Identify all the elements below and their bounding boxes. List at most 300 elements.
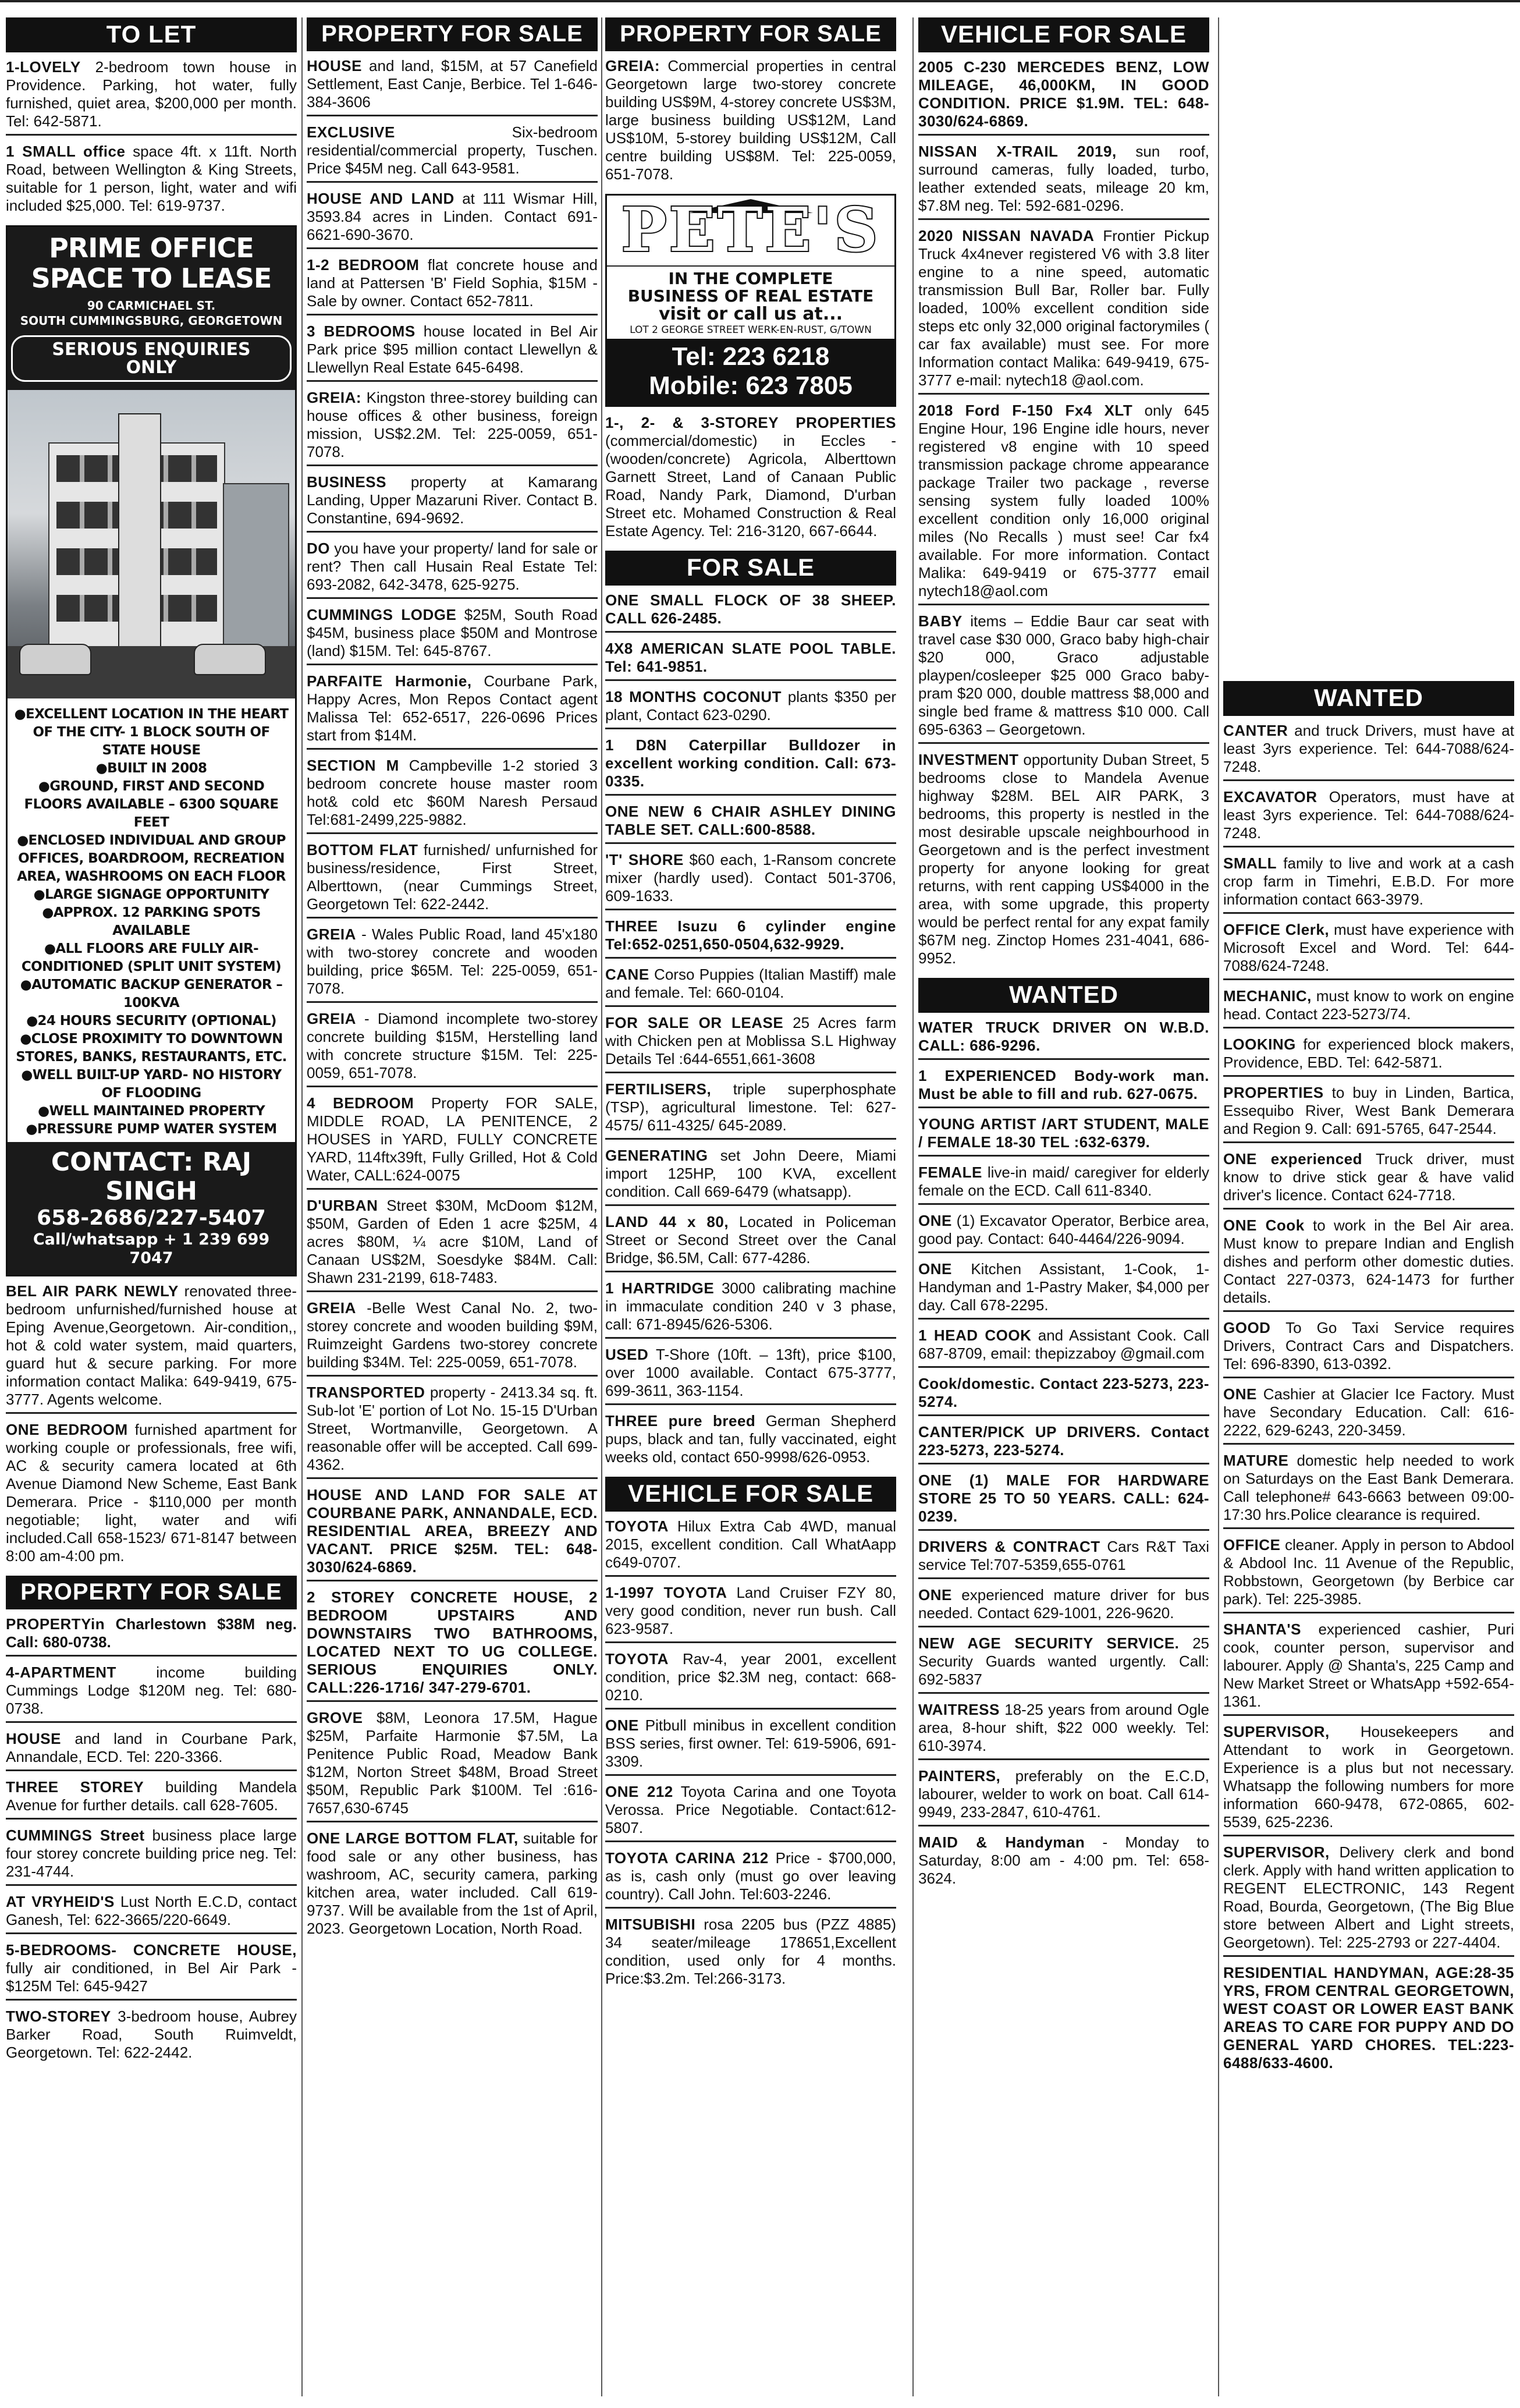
- classified-ad: [6, 58, 297, 136]
- ad-body: Property FOR SALE, MIDDLE ROAD, LA PENITENCE, 2 HOUSES in YARD, FULLY CONCRETE YARD, 114ftx39ft, Fully Grilled, Hot & Cold Water, CALL:624-0075: [307, 1094, 598, 1184]
- ad-lead: ONE LARGE BOTTOM FLAT,: [307, 1829, 518, 1847]
- ad-lead: TOYOTA CARINA 212: [605, 1849, 769, 1867]
- side-building-shape: [223, 483, 289, 654]
- feature-item: ● APPROX. 12 PARKING SPOTS AVAILABLE: [12, 904, 290, 940]
- classified-ad: [605, 414, 896, 544]
- classified-ad: [1223, 1723, 1514, 1836]
- ad-body: Truck driver, must know to drive stick gear & have valid driver's licence. Contact 624-7718.: [1223, 1150, 1514, 1204]
- section-heading-vehicle-for-sale: VEHICLE FOR SALE: [918, 17, 1209, 52]
- classified-ad: [918, 1067, 1209, 1108]
- classified-ad: [605, 1517, 896, 1577]
- classified-ad: [1223, 1620, 1514, 1716]
- ad-lead: CANTER/PICK UP DRIVERS. Contact 223-5273, 223-5274.: [918, 1423, 1209, 1459]
- ad-body: space 4ft. x 11ft. North Road, between Wellington & King Streets, suitable for 1 person, light, water and wifi included $25,000. Tel: 619-9737.: [6, 143, 297, 214]
- classified-ad: [918, 1767, 1209, 1827]
- classified-ad: [6, 1282, 297, 1414]
- ad-lead: LAND 44 x 80,: [605, 1213, 729, 1230]
- ad-body: Kingston three-storey building can house offices & other business, foreign mission, US$2.2M. Tel: 225-0059, 651-7078.: [307, 389, 598, 460]
- ad-body: $8M, Leonora 17.5M, Hague $25M, Parfaite Harmonie $7.5M, La Penitence Public Road, Meadow Bank $12M, Norton Street $48M, Broad Street $50M, Republic Park $100M. Tel :616-7657,630-6745: [307, 1709, 598, 1817]
- feature-item: ● ENCLOSED INDIVIDUAL AND GROUP OFFICES, BOARDROOM, RECREATION AREA, WASHROOMS ON EACH FLOOR: [12, 832, 290, 886]
- classified-ad: [1223, 1035, 1514, 1077]
- contact-name: CONTACT: RAJ SINGH: [51, 1147, 252, 1206]
- prime-office-ad: [6, 225, 297, 1276]
- ad-body: for experienced block makers, Providence, EBD. Tel: 642-5871.: [1223, 1035, 1514, 1071]
- classified-ad: [307, 841, 598, 918]
- classified-ad: [918, 1423, 1209, 1464]
- ad-lead: 1 HEAD COOK: [918, 1327, 1032, 1344]
- ad-lead: 1 EXPERIENCED Body-work man. Must be able to fill and rub. 627-0675.: [918, 1067, 1209, 1102]
- ad-body: (1) Excavator Operator, Berbice area, good pay. Contact: 640-4464/226-9094.: [918, 1212, 1209, 1247]
- classified-ad: [307, 925, 598, 1003]
- ad-lead: 1-LOVELY: [6, 58, 81, 76]
- prime-office-features: [8, 698, 295, 1142]
- classified-ad: [1223, 722, 1514, 781]
- section-heading-wanted: WANTED: [918, 978, 1209, 1013]
- ad-body: Delivery clerk and bond clerk. Apply with hand written application to REGENT ELECTRONIC, 143 Regent Road, Bourda, Georgetown, (The Big Blue store between Albert and Light streets, Georgetown). Tel: 225-2793 or 227-4404.: [1223, 1843, 1514, 1951]
- ad-body: German Shepherd pups, black and tan, fully vaccinated, eight weeks old, contact 650-9998/626-0953.: [605, 1412, 896, 1466]
- classified-ad: [6, 1941, 297, 2001]
- section-heading-property-for-sale: PROPERTY FOR SALE: [307, 17, 598, 51]
- petes-logo: [607, 196, 894, 267]
- ad-lead: GOOD: [1223, 1319, 1271, 1336]
- classified-ad: [605, 1147, 896, 1206]
- petes-tel: Tel: 223 6218: [672, 342, 830, 371]
- feature-item: ● CLOSE PROXIMITY TO DOWNTOWN STORES, BANKS, RESTAURANTS, ETC.: [12, 1030, 290, 1066]
- ad-lead: THREE STOREY: [6, 1778, 144, 1796]
- classified-ad: [307, 1094, 598, 1190]
- section-heading-property-for-sale: PROPERTY FOR SALE: [605, 17, 896, 51]
- ad-lead: TOYOTA: [605, 1517, 669, 1535]
- classified-ad: [605, 736, 896, 796]
- classified-ad: [605, 1584, 896, 1643]
- ad-lead: HOUSE AND LAND FOR SALE AT COURBANE PARK, ANNANDALE, ECD. RESIDENTIAL AREA, BREEZY AND VACANT. PRICE $25M. TEL: 648-3030/624-6869.: [307, 1486, 598, 1576]
- classified-ad: [605, 917, 896, 959]
- section-heading-property-for-sale: PROPERTY FOR SALE: [6, 1576, 297, 1609]
- ad-body: 25 Acres farm with Chicken pen at Moblissa S.L Highway Details Tel :644-6551,661-3608: [605, 1014, 896, 1068]
- ad-body: house located in Bel Air Park price $95 million contact Llewellyn & Llewellyn Real Estate 645-6498.: [307, 322, 598, 376]
- feature-item: ● AUTOMATIC BACKUP GENERATOR – 100KVA: [12, 976, 290, 1012]
- ads-to-let: [6, 58, 297, 218]
- classified-ad: [605, 1080, 896, 1140]
- ad-body: 2-bedroom town house in Providence. Parking, hot water, fully furnished, quiet area, $200,000 per month. Tel: 642-5871.: [6, 58, 297, 130]
- classified-ad: [307, 322, 598, 382]
- classified-ad: [6, 1778, 297, 1820]
- ad-lead: 3 BEDROOMS: [307, 322, 415, 340]
- classified-ad: [918, 1834, 1209, 1891]
- feature-item: ● PRESSURE PUMP WATER SYSTEM: [12, 1120, 290, 1139]
- column-5: [1223, 681, 1514, 2083]
- ad-lead: EXCLUSIVE: [307, 123, 395, 141]
- ad-lead: SUPERVISOR,: [1223, 1723, 1330, 1740]
- classified-ad: [918, 612, 1209, 744]
- ad-body: Corso Puppies (Italian Mastiff) male and female. Tel: 660-0104.: [605, 966, 896, 1001]
- ad-body: Land Cruiser FZY 80, very good condition, never run bush. Call 623-9587.: [605, 1584, 896, 1637]
- classified-ad: [918, 1701, 1209, 1760]
- ad-body: experienced mature driver for bus needed. Contact 629-1001, 226-9620.: [918, 1586, 1209, 1622]
- section-heading-for-sale: FOR SALE: [605, 551, 896, 586]
- ad-body: opportunity Duban Street, 5 bedrooms close to Mandela Avenue highway $28M. BEL AIR PARK, 3 bedrooms, this property is nestled in the most desirable upscale neighbourhood in Georgetown and is the perfect investment property for anyone looking for great returns, with rent capping US$4000 in the area, with some upgrade, this property would be perfect rental for any expat family $67M neg. Zinctop Homes 231-4041, 686-9952.: [918, 751, 1209, 967]
- classified-ad: [6, 1421, 297, 1569]
- feature-item: ● 24 HOURS SECURITY (OPTIONAL): [12, 1012, 290, 1030]
- ad-lead: ONE (1) MALE FOR HARDWARE STORE 25 TO 50 YEARS. CALL: 624-0239.: [918, 1471, 1209, 1525]
- classified-ad: [1223, 1843, 1514, 1957]
- feature-item: ● WELL BUILT-UP YARD- NO HISTORY OF FLOODING: [12, 1066, 290, 1102]
- ad-body: experienced cashier, Puri cook, counter person, supervisor and labourer. Apply @ Shanta's, 225 Camp and New Market Street or WhatsApp +592-654-1361.: [1223, 1620, 1514, 1710]
- ad-body: cleaner. Apply in person to Abdool & Abdool Inc. 11 Avenue of the Republic, Robbstown, Georgetown (by Berbice car park). Tel: 225-3985.: [1223, 1536, 1514, 1608]
- ad-lead: HOUSE: [6, 1730, 61, 1747]
- classified-ad: [307, 389, 598, 466]
- ad-body: flat concrete house and land at Pattersen 'B' Field Sophia, $15M - Sale by owner. Contact 652-7811.: [307, 256, 598, 310]
- classified-ad: [1223, 987, 1514, 1029]
- ad-lead: BEL AIR PARK NEWLY: [6, 1282, 179, 1300]
- ad-body: Cashier at Glacier Ice Factory. Must have Secondary Education. Call: 616-2222, 629-6243, 220-3459.: [1223, 1385, 1514, 1439]
- column-divider: [601, 17, 602, 2396]
- ads-property-for-sale: [307, 57, 598, 1941]
- ad-body: and land in Courbane Park, Annandale, ECD. Tel: 220-3366.: [6, 1730, 297, 1765]
- ad-lead: CANTER: [1223, 722, 1288, 739]
- ad-lead: TWO-STOREY: [6, 2008, 111, 2025]
- ad-body: at 111 Wismar Hill, 3593.84 acres in Linden. Contact 691-6621-690-3670.: [307, 190, 598, 243]
- ad-lead: GREIA:: [605, 57, 660, 75]
- ad-lead: SECTION M: [307, 757, 399, 774]
- ad-lead: 1-2 BEDROOM: [307, 256, 420, 274]
- ad-body: income building Cummings Lodge $120M neg. Tel: 680-0738.: [6, 1664, 297, 1717]
- petes-line-2: BUSINESS OF REAL ESTATE: [627, 286, 874, 306]
- ad-body: Charlestown $38M neg. Call: 680-0738.: [6, 1615, 297, 1651]
- ad-body: Lust North E.C.D, contact Ganesh, Tel: 622-3665/220-6649.: [6, 1893, 297, 1928]
- column-4: [918, 17, 1209, 1898]
- ad-lead: SHANTA'S: [1223, 1620, 1301, 1638]
- classified-ad: [605, 966, 896, 1007]
- feature-item: ● LARGE SIGNAGE OPPORTUNITY: [12, 886, 290, 904]
- car-shape: [194, 644, 266, 675]
- ad-body: you have your property/ land for sale or rent? Then call Husain Real Estate Tel: 693-2082, 642-3478, 625-9275.: [307, 540, 598, 593]
- ads-property-for-sale: [605, 57, 896, 187]
- ad-lead: SMALL: [1223, 854, 1277, 872]
- classified-ad: [918, 1538, 1209, 1579]
- ad-lead: CANE: [605, 966, 649, 983]
- classified-ad: [1223, 854, 1514, 914]
- ads-property-for-sale: [6, 1615, 297, 2065]
- ad-body: fully air conditioned, in Bel Air Park - $125M Tel: 645-9427: [6, 1959, 297, 1995]
- ad-lead: ONE SMALL FLOCK OF 38 SHEEP. CALL 626-2485.: [605, 591, 896, 627]
- ad-body: Courbane Park, Happy Acres, Mon Repos Contact agent Malissa Tel: 652-6517, 226-0696 Prices start from $14M.: [307, 672, 598, 744]
- ad-lead: GREIA: [307, 1299, 356, 1317]
- classified-ad: [605, 640, 896, 681]
- classified-ad: [6, 1893, 297, 1934]
- ad-lead: ONE: [918, 1586, 952, 1604]
- classified-ad: [605, 57, 896, 187]
- classified-ad: [1223, 1217, 1514, 1312]
- ad-lead: 1-, 2- & 3-STOREY PROPERTIES: [605, 414, 896, 431]
- classified-ad: [307, 1197, 598, 1292]
- ad-lead: ONE: [918, 1260, 952, 1278]
- ad-lead: 2018 Ford F-150 Fx4 XLT: [918, 402, 1133, 419]
- classified-ad: [307, 672, 598, 750]
- ad-lead: 1-1997 TOYOTA: [605, 1584, 727, 1601]
- classified-ad: [918, 1212, 1209, 1253]
- classified-ad: [6, 1827, 297, 1886]
- ad-body: items – Eddie Baur car seat with travel case $30 000, Graco baby high-chair $20 000, Graco adjustable playpen/cosleeper $25 000 Graco baby-pram $20 000, double mattress $8,000 and single bed frame & mattress $10 000. Call 695-6363 – Georgetown.: [918, 612, 1209, 738]
- classified-ad: [6, 1664, 297, 1723]
- ad-body: Price - $700,000, as is, cash only (must go over leaving country). Call John. Tel:603-2246.: [605, 1849, 896, 1903]
- ad-lead: HOUSE AND LAND: [307, 190, 454, 207]
- classified-ad: [307, 757, 598, 834]
- ad-lead: GREIA:: [307, 389, 361, 406]
- classified-ad: [605, 1346, 896, 1405]
- classified-ad: [307, 1010, 598, 1087]
- column-1: [6, 17, 297, 2072]
- ad-body: only 645 Engine Hour, 196 Engine idle hours, never registered v8 engine with 10 speed transmission package chrome appearance package Trailer two package , reverse sensing system fully loaded 100% excellent condition only 16,000 original miles (No Recalls ) must see! Car fx4 available. For more information. Contact Malika: 649-9419 or 675-3777 email nytech18@aol.com: [918, 402, 1209, 600]
- ad-lead: MATURE: [1223, 1452, 1289, 1469]
- ad-lead: MAID & Handyman: [918, 1834, 1085, 1851]
- ad-body: -Belle West Canal No. 2, two-storey concrete and wooden building $9M, Ruimzeight Gardens two-storey concrete building $34M. Tel: 225-0059, 651-7078.: [307, 1299, 598, 1371]
- classified-ad: [1223, 1452, 1514, 1529]
- classified-ad: [605, 1783, 896, 1842]
- ad-body: Campbeville 1-2 storied 3 bedroom concrete house master room hot& cold etc $60M Naresh Persaud Tel:681-2499,225-9882.: [307, 757, 598, 828]
- ad-body: family to live and work at a cash crop farm in Timehri, E.B.D. For more information contact 663-3979.: [1223, 854, 1514, 908]
- ad-body: Frontier Pickup Truck 4x4never registered V6 with 3.8 liter engine to a nine speed, automatic transmission Bull Bar, Roller bar. Fully loaded, 100% excellent condition side steps etc only 32,000 original factorymiles ( car fax available) must see. For more Information contact Malika: 649-9419, 675-3777 e-mail: nytech18 @aol.com.: [918, 227, 1209, 389]
- ad-lead: OFFICE Clerk,: [1223, 921, 1330, 938]
- classified-ad: [918, 1471, 1209, 1531]
- petes-mobile: Mobile: 623 7805: [649, 371, 853, 400]
- ad-body: Pitbull minibus in excellent condition BSS series, first owner. Tel: 619-5906, 691-3309.: [605, 1717, 896, 1770]
- classified-ad: [1223, 921, 1514, 980]
- ad-body: must know to work on engine head. Contact 223-5273/74.: [1223, 987, 1514, 1023]
- ad-body: Kitchen Assistant, 1-Cook, 1-Handyman and 1-Pastry Maker, $4,000 per day. Call 678-2295.: [918, 1260, 1209, 1314]
- prime-office-contact: [8, 1142, 295, 1275]
- ad-body: and land, $15M, at 57 Canefield Settlement, East Canje, Berbice. Tel 1-646-384-3606: [307, 57, 598, 111]
- ad-body: to work in the Bel Air area. Must know to prepare Indian and English dishes and perform other domestic duties. Contact 227-0373, 624-1473 for further details.: [1223, 1217, 1514, 1306]
- ad-lead: GREIA: [307, 925, 356, 943]
- building-tower-shape: [118, 413, 161, 660]
- classified-ad: [918, 1327, 1209, 1368]
- classified-ad: [918, 1164, 1209, 1205]
- classified-ad: [918, 1019, 1209, 1060]
- classified-ad: [307, 123, 598, 183]
- ad-body: live-in maid/ caregiver for elderly female on the ECD. Call 611-8340.: [918, 1164, 1209, 1199]
- ad-body: Located in Policeman Street or Second Street over the Canal Bridge, $6.5M, Call: 677-4286.: [605, 1213, 897, 1267]
- classified-ad: [307, 1709, 598, 1822]
- ad-lead: FERTILISERS,: [605, 1080, 712, 1098]
- ad-lead: ONE experienced: [1223, 1150, 1363, 1168]
- petes-line-3: visit or call us at...: [658, 304, 843, 324]
- ad-lead: 4 BEDROOM: [307, 1094, 414, 1112]
- classified-ad: [605, 1650, 896, 1710]
- classified-ad: [6, 1615, 297, 1657]
- ad-lead: 4-APARTMENT: [6, 1664, 116, 1681]
- ad-body: sun roof, surround cameras, fully loaded, turbo, leather extended seats, mileage 20 km, $7.8M neg. Tel: 592-681-0296.: [918, 143, 1209, 214]
- classified-ad: [6, 2008, 297, 2065]
- ad-lead: PAINTERS,: [918, 1767, 1001, 1785]
- ad-lead: INVESTMENT: [918, 751, 1019, 768]
- ad-body: Six-bedroom residential/commercial property, Tuschen. Price $45M neg. Call 643-9581.: [307, 123, 598, 177]
- classified-ad: [1223, 1150, 1514, 1210]
- prime-office-address-2: SOUTH CUMMINGSBURG, GEORGETOWN: [20, 314, 283, 328]
- ad-body: 3000 calibrating machine in immaculate condition 240 v 3 phase, call: 671-8945/626-5306.: [605, 1279, 896, 1333]
- classified-ad: [307, 473, 598, 533]
- classified-ad: [1223, 1319, 1514, 1378]
- ad-body: 25 Security Guards wanted urgently. Call: 692-5837: [918, 1634, 1209, 1688]
- ad-lead: ONE NEW 6 CHAIR ASHLEY DINING TABLE SET. CALL:600-8588.: [605, 803, 896, 838]
- ad-lead: 1 SMALL office: [6, 143, 126, 160]
- ad-lead: THREE pure breed: [605, 1412, 756, 1430]
- ad-lead: BABY: [918, 612, 963, 630]
- classified-ad: [307, 1299, 598, 1377]
- ad-lead: PROPERTYin: [6, 1615, 105, 1633]
- feature-item: ● WELL MAINTAINED PROPERTY: [12, 1102, 290, 1120]
- ad-body: suitable for food sale or any other business, has washroom, AC, security camera, parking kitchen area, water included. Call 619-9737. Will be available from the 1st of April, 2023. Georgetown Location, North Road.: [307, 1829, 598, 1937]
- ad-body: property at Kamarang Landing, Upper Mazaruni River. Contact B. Constantine, 694-9692.: [307, 473, 598, 527]
- classified-ad: [605, 1916, 896, 1991]
- ad-body: - Diamond incomplete two-storey concrete building $15M, Herstelling land with concrete structure $15M. Tel: 225-0059, 651-7078.: [307, 1010, 598, 1081]
- ad-lead: 5-BEDROOMS- CONCRETE HOUSE,: [6, 1941, 297, 1959]
- ad-lead: MITSUBISHI: [605, 1916, 696, 1933]
- classified-ad: [918, 402, 1209, 605]
- ads-to-let-continued: [6, 1282, 297, 1569]
- ad-lead: 18 MONTHS COCONUT: [605, 688, 782, 705]
- ad-body: Toyota Carina and one Toyota Verossa. Price Negotiable. Contact:612-5807.: [605, 1783, 896, 1836]
- contact-whatsapp: Call/whatsapp + 1 239 699 7047: [33, 1230, 270, 1267]
- ad-body: furnished apartment for working couple or professionals, free wifi, AC & security camera located at 6th Avenue Diamond New Scheme, East Bank Demerara. Price - $110,000 per month negotiable; light, water and wifi included.Call 658-1523/ 671-8147 between 8:00 am-4:00 pm.: [6, 1421, 297, 1565]
- ad-body: To Go Taxi Service requires Drivers, Contract Cars and Dispatchers. Tel: 696-8390, 613-0392.: [1223, 1319, 1514, 1373]
- ad-lead: DO: [307, 540, 330, 557]
- classified-ad: [1223, 1084, 1514, 1143]
- classified-ad: [918, 1260, 1209, 1320]
- column-divider: [912, 17, 914, 2396]
- ad-lead: DRIVERS & CONTRACT: [918, 1538, 1100, 1555]
- ad-body: T-Shore (10ft. – 13ft), price $100, over 1000 available. Contact 675-3777, 699-3611, 363-1154.: [605, 1346, 896, 1399]
- ad-body: must have experience with Microsoft Excel and Word. Tel: 644-7088/624-7248.: [1223, 921, 1514, 974]
- ad-lead: FOR SALE OR LEASE: [605, 1014, 784, 1031]
- ad-body: rosa 2205 bus (PZZ 4885) 34 seater/mileage 178651,Excellent condition, used only for 4 months. Price:$3.2m. Tel:266-3173.: [605, 1916, 896, 1987]
- ad-lead: USED: [605, 1346, 649, 1363]
- serious-enquiries-badge: SERIOUS ENQUIRIES ONLY: [11, 335, 292, 382]
- classified-ad: [605, 1213, 896, 1272]
- ad-body: and truck Drivers, must have at least 3yrs experience. Tel: 644-7088/624-7248.: [1223, 722, 1514, 775]
- ad-lead: LOOKING: [1223, 1035, 1296, 1053]
- ad-lead: TOYOTA: [605, 1650, 669, 1668]
- ad-lead: GREIA: [307, 1010, 356, 1027]
- ad-lead: FEMALE: [918, 1164, 982, 1181]
- ad-lead: OFFICE: [1223, 1536, 1281, 1554]
- ad-lead: CUMMINGS Street: [6, 1827, 145, 1844]
- column-3: [605, 17, 896, 1998]
- ad-lead: 4X8 AMERICAN SLATE POOL TABLE. Tel: 641-9851.: [605, 640, 896, 675]
- classified-ad: [605, 1717, 896, 1776]
- ad-body: building Mandela Avenue for further details. call 628-7605.: [6, 1778, 297, 1814]
- classified-ad: [307, 57, 598, 116]
- classified-ad: [307, 190, 598, 249]
- classified-ad: [605, 851, 896, 910]
- classified-ad: [6, 143, 297, 218]
- ad-lead: MECHANIC,: [1223, 987, 1312, 1005]
- office-building-photo: [8, 390, 295, 698]
- ad-lead: GROVE: [307, 1709, 363, 1726]
- ad-lead: SUPERVISOR,: [1223, 1843, 1330, 1861]
- classified-ad: [605, 1412, 896, 1470]
- classified-ad: [605, 1849, 896, 1909]
- ad-body: $60 each, 1-Ransom concrete mixer (hardly used). Contact 501-3706, 609-1633.: [605, 851, 896, 905]
- section-heading-wanted: WANTED: [1223, 681, 1514, 716]
- classified-ad: [307, 1486, 598, 1581]
- column-2: [307, 17, 598, 1948]
- ad-body: set John Deere, Miami import 125HP, 100 KVA, excellent condition. Call 669-6479 (whatsapp).: [605, 1147, 896, 1200]
- ad-lead: 'T' SHORE: [605, 851, 684, 868]
- ad-body: - Wales Public Road, land 45'x180 with two-storey concrete and wooden building, price $65M. Tel: 225-0059, 651-7078.: [307, 925, 598, 997]
- section-heading-to-let: TO LET: [6, 17, 297, 52]
- classified-ad: [6, 1730, 297, 1771]
- classified-ad: [307, 1384, 598, 1479]
- ad-lead: NEW AGE SECURITY SERVICE.: [918, 1634, 1180, 1652]
- ad-body: (commercial/domestic) in Eccles - (wooden/concrete) Agricola, Alberttown Garnett Street, Land of Canaan Public Road, Nandy Park, Diamond, D'urban Street etc. Mohamed Construction & Real Estate Agency. Tel: 216-3120, 667-6644.: [605, 432, 896, 540]
- classified-ad: [307, 1829, 598, 1941]
- classified-ad: [605, 1014, 896, 1073]
- ad-lead: 1 HARTRIDGE: [605, 1279, 715, 1297]
- car-shape: [19, 644, 91, 675]
- ad-lead: 2020 NISSAN NAVADA: [918, 227, 1095, 244]
- ad-lead: ONE: [918, 1212, 952, 1229]
- ads-vehicle-for-sale: [918, 58, 1209, 971]
- ad-lead: Cook/domestic. Contact 223-5273, 223-5274.: [918, 1375, 1209, 1410]
- classified-ad: [918, 1115, 1209, 1157]
- classified-ad: [918, 227, 1209, 395]
- classified-ad: [1223, 1536, 1514, 1613]
- ad-lead: CUMMINGS LODGE: [307, 606, 457, 623]
- ad-body: business place large four storey concrete building price neg. Tel: 231-4744.: [6, 1827, 297, 1880]
- feature-item: ● GROUND, FIRST AND SECOND FLOORS AVAILABLE – 6300 SQUARE FEET: [12, 778, 290, 832]
- classified-ad: [1223, 1964, 1514, 2076]
- ad-body: Cars R&T Taxi service Tel:707-5359,655-0761: [918, 1538, 1209, 1573]
- feature-item: ● ALL FLOORS ARE FULLY AIR-CONDITIONED (SPLIT UNIT SYSTEM): [12, 940, 290, 976]
- ad-lead: 1 D8N Caterpillar Bulldozer in excellent working condition. Call: 673-0335.: [605, 736, 896, 790]
- ad-lead: WAITRESS: [918, 1701, 1000, 1718]
- petes-address: LOT 2 GEORGE STREET WERK-EN-RUST, G/TOWN: [630, 324, 872, 336]
- ad-lead: ONE 212: [605, 1783, 673, 1800]
- ad-lead: 2 STOREY CONCRETE HOUSE, 2 BEDROOM UPSTAIRS AND DOWNSTAIRS TWO BATHROOMS, LOCATED NEXT TO UG COLLEGE. SERIOUS ENQUIRIES ONLY. CALL:226-1716/ 347-279-6701.: [307, 1588, 598, 1696]
- petes-line-1: IN THE COMPLETE: [668, 269, 833, 288]
- ad-lead: AT VRYHEID'S: [6, 1893, 115, 1910]
- ad-body: Hilux Extra Cab 4WD, manual 2015, excellent condition. Call WhatAapp c649-0707.: [605, 1517, 896, 1571]
- ad-body: triple superphosphate (TSP), agricultural limestone. Tel: 627-4575/ 611-4325/ 645-2089.: [605, 1080, 896, 1134]
- ad-lead: BUSINESS: [307, 473, 386, 491]
- ad-body: Operators, must have at least 3yrs experience. Tel: 644-7088/624-7248.: [1223, 788, 1514, 842]
- section-heading-vehicle-for-sale: VEHICLE FOR SALE: [605, 1477, 896, 1512]
- ad-body: Housekeepers and Attendant to work in Georgetown. Experience is a plus but not necessary. Whatsapp the following numbers for more information 660-9478, 672-0865, 602-5539, 625-2236.: [1223, 1723, 1514, 1831]
- ad-body: property - 2413.34 sq. ft. Sub-lot 'E' portion of Lot No. 15-15 D'Urban Street, Wortmanville, Georgetown. A reasonable offer will be accepted. Call 699-4362.: [307, 1384, 598, 1473]
- classified-ad: [918, 58, 1209, 136]
- classified-ad: [307, 256, 598, 315]
- classified-ad: [918, 143, 1209, 220]
- ad-body: plants $350 per plant, Contact 623-0290.: [605, 688, 897, 724]
- ad-lead: ONE: [1223, 1385, 1257, 1403]
- feature-item: ● BUILT IN 2008: [12, 760, 290, 778]
- ad-body: - Monday to Saturday, 8:00 am - 4:00 pm. Tel: 658-3624.: [918, 1834, 1210, 1887]
- petes-phones: [607, 339, 894, 405]
- ads-wanted: [1223, 722, 1514, 2076]
- classified-ad: [1223, 1385, 1514, 1445]
- classified-ad: [307, 1588, 598, 1702]
- ads-for-sale: [605, 591, 896, 1470]
- prime-office-header: [8, 227, 295, 390]
- ad-lead: PARFAITE Harmonie,: [307, 672, 472, 690]
- classified-ad: [307, 606, 598, 665]
- ad-lead: WATER TRUCK DRIVER ON W.B.D. CALL: 686-9296.: [918, 1019, 1209, 1054]
- ad-body: Commercial properties in central Georgetown large two-storey concrete building US$9M, 4-storey concrete US$3M, large business building US$12M, Land US$10M, 5-storey building US$12M, Call centre building US$8M. Tel: 225-0059, 651-7078.: [605, 57, 897, 183]
- ad-lead: TRANSPORTED: [307, 1384, 425, 1401]
- ad-body: 3-bedroom house, Aubrey Barker Road, South Ruimveldt, Georgetown. Tel: 622-2442.: [6, 2008, 297, 2061]
- ad-lead: GENERATING: [605, 1147, 708, 1164]
